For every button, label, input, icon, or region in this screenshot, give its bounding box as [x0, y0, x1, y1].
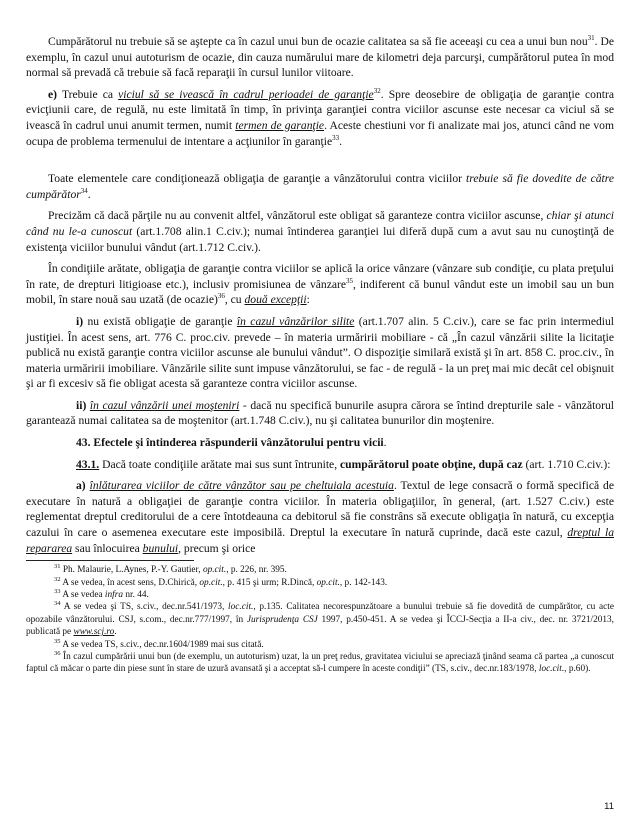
- footnote-34: $^{34}$ A se vedea şi TS, s.civ., dec.nr.541/1973, loc.cit., p.135. Calitatea necorespunzătoare a bunului trebuie să fie dovedită de cumpărător, cu acte opozabile vânzătorului. CSJ, s.com., dec.nr.777/1997, în Jurisprudenţa CSJ 1997, p.450-451. A se vedea şi ÎCCJ-Secţia a II-a civ., dec. nr. 3721/2013, publicată pe www.scj.ro.: [26, 600, 615, 638]
- page-number: 11: [604, 801, 614, 812]
- footnote-32: $^{32}$ A se vedea, în acest sens, D.Chirică, op.cit., p. 415 şi urm; R.Dincă, op.cit., p. 142-143.: [54, 575, 388, 588]
- paragraph-remedy-a: a) înlăturarea viciilor de către vânzător sau pe cheltuiala acestuia. Textul de lege consacră o formă specifică de executare în natură a obligaţiei de garanţie contra viciilor. În materia obligaţiilor, în general, (art. 1.527 C.civ.) este reglementat dreptul creditorului de a cere întotdeauna ca debitorul să fie constrâns să execute obligaţia în natură, cu excepţia cazului în care o asemenea executare este imposibilă. Dreptul la executare în natură cuprinde, dacă este cazul, dreptul la repararea sau înlocuirea bunului, precum şi orice: [26, 479, 614, 555]
- footnote-36: $^{36}$ În cazul cumpărării unui bun (de exemplu, un autoturism) uzat, la un preţ redus, gravitatea viciului se apreciază ţinând seama că partea „a cunoscut faptul că măcar o parte din piese sunt în stare de uzură avansată şi a acceptat să-l cumpere în aceste condiţii” (TS, s.civ., dec.nr.183/1978, loc.cit., p.60).: [26, 649, 614, 675]
- footnote-ref-33[interactable]: 33: [332, 133, 340, 142]
- section-heading-43: 43. Efectele şi întinderea răspunderii vânzătorului pentru vicii.: [76, 436, 387, 450]
- paragraph-unknown-defects: Precizăm că dacă părţile nu au convenit altfel, vânzătorul este obligat să garanteze contra viciilor ascunse, chiar şi atunci când nu le-a cunoscut (art.1.708 alin.1 C.civ.); numai întinderea garanţiei lui diferă după cum a avut sau nu cunoştinţă de existenţa viciilor bunului vândut (art.1.712 C.civ.).: [26, 209, 614, 254]
- paragraph-exception-forced-sales: i) nu există obligaţie de garanţie în cazul vânzărilor silite (art.1.707 alin. 5 C.civ.), care se fac prin intermediul justiţiei. În acest sens, art. 776 C. proc.civ. prevede – în materia urmăririi mobiliare - că „În cazul vânzării silite la licitaţie publică nu există garanţie contra viciilor ascunse ale bunului vândut”. O dispoziţie similară există şi în art. 858 C. proc.civ., în materia urmăririi imobiliare. Vânzările silite sunt impuse vânzătorului, se fac - de regulă - la un preţ mai mic decât cel obişnuit şi ar fi excesiv să fie obligat acesta să garanteze contra viciilor ascunse.: [26, 314, 614, 391]
- footnote-33: $^{33}$ A se vedea infra nr. 44.: [54, 587, 149, 601]
- footnote-31: $^{31}$ Ph. Malaurie, L.Aynes, P.-Y. Gautier, op.cit., p. 226, nr. 395.: [54, 563, 287, 576]
- footnote-divider: [26, 560, 194, 561]
- paragraph-scope: În condiţiile arătate, obligaţia de garanţie contra viciilor se aplică la orice vânzare (vânzare sub condiţie, cu plata preţului în rate, de drepturi litigioase etc.), inclusiv promisiunea de vânzare$^{35}$, indiferent că bunul vândut este un imobil sau un bun mobil, în stare nouă sau uzată (de ocazie)$^{36}$, cu două excepţii:: [26, 262, 614, 307]
- footnote-35: $^{35}$ A se vedea TS, s.civ., dec.nr.1604/1989 mai sus citată.: [54, 637, 264, 650]
- footnote-ref-31[interactable]: 31: [587, 34, 595, 43]
- footnote-ref-35[interactable]: 35: [346, 276, 353, 285]
- paragraph-used-goods: Cumpărătorul nu trebuie să se aştepte ca în cazul unui bun de ocazie calitatea sa să fie aceeaşi cu cea a unui bun nou$^{31}$. De exemplu, în cazul unui autoturism de ocazie, din cauza numărului mare de kilometri deja parcurşi, cumpărătorul putea în mod normal să prevadă că trebuie să facă reparaţii în cursul lunilor viitoare.: [26, 34, 614, 80]
- paragraph-43-1: 43.1. Dacă toate condiţiile arătate mai sus sunt întrunite, cumpărătorul poate obţine, după caz (art. 1.710 C.civ.):: [76, 457, 611, 471]
- paragraph-guarantee-period: e) Trebuie ca viciul să se ivească în cadrul perioadei de garanţie$^{32}$. Spre deosebire de obligaţia de garanţie contra evicţiunii care, de regulă, nu este limitată în timp, în privinţa garanţiei contra viciilor ascunse este necesar ca viciul să se ivească în cadrul unui anumit termen, numit termen de garanţie. Aceste chestiuni vor fi analizate mai jos, atunci când ne vom ocupa de problema termenului de intentare a acţiunilor în garanţie$^{33}$.: [26, 86, 614, 148]
- paragraph-proof-burden: Toate elementele care condiţionează obligaţia de garanţie a vânzătorului contra viciilor trebuie să fie dovedite de către cumpărător$^{34}$.: [26, 172, 614, 201]
- footnote-ref-34[interactable]: 34: [80, 186, 88, 195]
- footnote-ref-36[interactable]: 36: [217, 292, 225, 301]
- footnote-ref-32[interactable]: 32: [373, 86, 381, 95]
- document-page: [26, 34, 614, 676]
- scj-link[interactable]: www.scj.ro: [73, 627, 115, 638]
- paragraph-exception-inheritance: ii) în cazul vânzării unei moşteniri - dacă nu specifică bunurile asupra cărora se întind drepturile sale - vânzătorul garantează numai calitatea sa de moştenitor (art.1.748 C.civ.), nu şi calitatea bunurilor din moştenire.: [26, 398, 614, 428]
